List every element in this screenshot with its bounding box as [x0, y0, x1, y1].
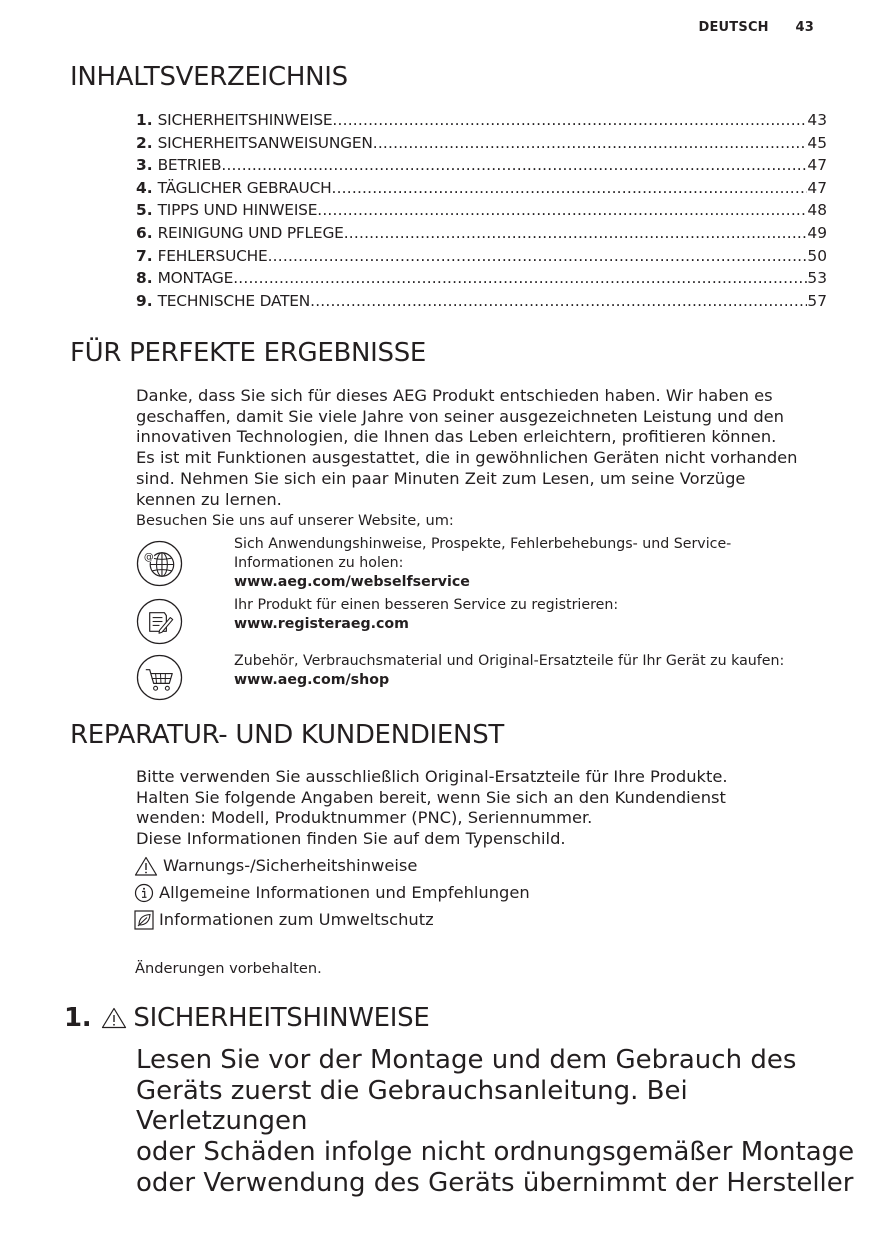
symbol-info	[134, 879, 834, 906]
toc-item-title: FEHLERSUCHE	[157, 246, 268, 265]
toc-item-page: 43	[807, 111, 827, 129]
svg-text:@: @	[143, 552, 154, 564]
intro-line: Danke, dass Sie sich für dieses AEG Produkt entschieden haben. Wir haben es	[136, 386, 773, 405]
toc-item-title: TÄGLICHER GEBRAUCH	[157, 178, 332, 197]
service-heading: REPARATUR- UND KUNDENDIENST	[70, 720, 504, 750]
visit-item-line: Informationen zu holen:	[234, 555, 404, 571]
registration-icon	[136, 598, 183, 645]
safety-section-number: 1.	[64, 1003, 92, 1033]
toc-item[interactable]	[136, 179, 827, 202]
table-of-contents	[136, 111, 827, 314]
toc-item-title: TIPPS UND HINWEISE	[157, 201, 318, 220]
symbol-warning	[134, 852, 834, 879]
toc-item[interactable]	[136, 269, 827, 292]
visit-intro: Besuchen Sie uns auf unserer Website, um:	[136, 512, 454, 529]
leaf-icon	[134, 910, 154, 930]
toc-item[interactable]	[136, 201, 827, 224]
registeraeg-link[interactable]: www.registeraeg.com	[234, 616, 409, 632]
webselfservice-link[interactable]: www.aeg.com/webselfservice	[234, 574, 470, 590]
warning-icon	[101, 1007, 127, 1029]
toc-leader-dots	[310, 292, 807, 310]
toc-item-page: 57	[807, 291, 827, 310]
toc-item-title: REINIGUNG UND PFLEGE	[157, 223, 344, 242]
intro-line: Es ist mit Funktionen ausgestattet, die in gewöhnlichen Geräten nicht vorhanden	[136, 448, 798, 468]
toc-leader-dots	[317, 201, 807, 219]
safety-line: oder Schäden infolge nicht ordnungsgemäßer Montage	[136, 1137, 855, 1168]
toc-item-number: 1.	[136, 111, 153, 129]
toc-item-number: 9.	[136, 291, 153, 310]
toc-item-title: MONTAGE	[157, 269, 234, 288]
toc-item-number: 8.	[136, 269, 153, 288]
visit-item-text	[234, 535, 814, 592]
intro-line: innovativen Technologien, die Ihnen das Leben erleichtern, profitieren können.	[136, 427, 777, 447]
safety-line: oder Verwendung des Geräts übernimmt der Hersteller	[136, 1167, 854, 1198]
toc-item[interactable]	[136, 156, 827, 179]
safety-intro	[136, 1045, 856, 1199]
toc-leader-dots	[233, 269, 807, 287]
service-line: wenden: Modell, Produktnummer (PNC), Seriennummer.	[136, 808, 593, 828]
toc-item-number: 5.	[136, 201, 153, 220]
changes-note: Änderungen vorbehalten.	[135, 960, 322, 977]
visit-item-line: Sich Anwendungshinweise, Prospekte, Fehlerbehebungs- und Service-	[234, 536, 732, 552]
service-line: Bitte verwenden Sie ausschließlich Original-Ersatzteile für Ihre Produkte.	[136, 767, 728, 786]
intro-line: geschaffen, damit Sie viele Jahre von seiner ausgezeichneten Leistung und den	[136, 406, 784, 426]
toc-item-title: SICHERHEITSHINWEISE	[157, 111, 333, 129]
safety-line: Geräts zuerst die Gebrauchsanleitung. Bei Verletzungen	[136, 1075, 688, 1137]
toc-item-page: 47	[807, 178, 827, 197]
visit-item-register	[136, 596, 816, 651]
page-header	[698, 20, 814, 35]
globe-icon	[136, 540, 183, 587]
service-line: Diese Informationen finden Sie auf dem Typenschild.	[136, 829, 566, 849]
symbol-environment-label: Informationen zum Umweltschutz	[159, 910, 434, 929]
toc-leader-dots	[332, 179, 808, 197]
shop-link[interactable]: www.aeg.com/shop	[234, 672, 390, 688]
toc-item-page: 47	[807, 156, 827, 175]
toc-leader-dots	[332, 111, 807, 129]
symbol-legend	[134, 852, 834, 933]
symbol-environment	[134, 906, 834, 933]
safety-line: Lesen Sie vor der Montage und dem Gebrauch des	[136, 1045, 797, 1075]
visit-item-line: Ihr Produkt für einen besseren Service zu registrieren:	[234, 597, 619, 613]
safety-heading	[64, 1003, 429, 1033]
visit-item-shop	[136, 652, 816, 707]
toc-item-title: SICHERHEITSANWEISUNGEN	[157, 133, 373, 152]
toc-leader-dots	[221, 156, 807, 174]
toc-item-page: 45	[807, 133, 827, 152]
page-number: 43	[795, 20, 814, 35]
toc-item-title: BETRIEB	[157, 156, 222, 175]
toc-item-page: 50	[807, 246, 827, 265]
visit-item-support	[136, 535, 816, 595]
visit-item-line: Zubehör, Verbrauchsmaterial und Original-Ersatzteile für Ihr Gerät zu kaufen:	[234, 653, 785, 669]
toc-leader-dots	[268, 247, 808, 265]
toc-item-page: 53	[807, 269, 827, 288]
toc-item[interactable]	[136, 111, 827, 134]
visit-item-text	[234, 652, 814, 690]
service-paragraph	[136, 767, 836, 850]
toc-item[interactable]	[136, 292, 827, 315]
visit-item-text	[234, 596, 814, 634]
toc-leader-dots	[344, 224, 808, 242]
toc-leader-dots	[373, 134, 808, 152]
toc-item-page: 48	[807, 201, 827, 220]
toc-heading: INHALTSVERZEICHNIS	[70, 62, 348, 92]
symbol-warning-label: Warnungs-/Sicherheitshinweise	[163, 856, 418, 875]
toc-item-number: 2.	[136, 133, 153, 152]
shopping-cart-icon	[136, 654, 183, 701]
toc-item[interactable]	[136, 247, 827, 270]
intro-line: sind. Nehmen Sie sich ein paar Minuten Zeit zum Lesen, um seine Vorzüge	[136, 468, 746, 488]
toc-item-title: TECHNISCHE DATEN	[157, 291, 311, 310]
info-icon	[134, 883, 154, 903]
toc-item[interactable]	[136, 224, 827, 247]
toc-item-number: 6.	[136, 223, 153, 242]
toc-item-page: 49	[807, 223, 827, 242]
toc-item-number: 7.	[136, 246, 153, 265]
intro-line: kennen zu lernen.	[136, 489, 282, 509]
toc-item[interactable]	[136, 134, 827, 157]
toc-item-number: 4.	[136, 178, 153, 197]
safety-section-title: SICHERHEITSHINWEISE	[133, 1003, 430, 1033]
service-line: Halten Sie folgende Angaben bereit, wenn Sie sich an den Kundendienst	[136, 787, 726, 807]
language-label: DEUTSCH	[698, 20, 769, 35]
perfect-results-heading: FÜR PERFEKTE ERGEBNISSE	[70, 338, 427, 368]
intro-paragraph	[136, 386, 836, 510]
symbol-info-label: Allgemeine Informationen und Empfehlungen	[159, 883, 530, 902]
warning-icon	[134, 856, 158, 876]
toc-item-number: 3.	[136, 156, 153, 175]
